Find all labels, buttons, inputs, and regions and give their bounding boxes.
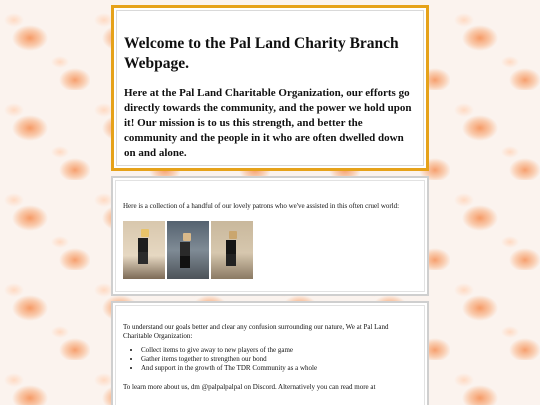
patron-photo <box>211 221 253 279</box>
patrons-panel <box>111 176 429 296</box>
learn-more-text: To learn more about us, dm @palpalpalpal on Discord. Alternatively you can read more at <box>123 383 376 391</box>
goal-item: • And support in the growth of The TDR Community as a whole <box>141 364 417 373</box>
goal-item: • Collect items to give away to new players of the game <box>141 346 417 355</box>
goals-list <box>123 346 417 373</box>
about-intro: To understand our goals better and clear any confusion surrounding our nature, We at Pal Land Charitable Organization: <box>123 323 389 340</box>
content-column <box>111 5 429 405</box>
welcome-panel <box>111 5 429 171</box>
patrons-intro: Here is a collection of a handful of our lovely patrons who we've assisted in this often cruel world: <box>123 202 400 210</box>
patron-photo <box>167 221 209 279</box>
patron-photo <box>123 221 165 279</box>
about-panel <box>111 301 429 405</box>
page-title: Welcome to the Pal Land Charity Branch Webpage. <box>124 35 399 72</box>
goal-item: • Gather items together to strengthen our bond <box>141 355 417 364</box>
mission-statement: Here at the Pal Land Charitable Organization, our efforts go directly towards the community, and the power we hold upon it! Our mission is to us this strength, and better the community and the people in it who are often dwelled down on and alone. <box>124 87 412 159</box>
patron-gallery <box>123 221 417 279</box>
